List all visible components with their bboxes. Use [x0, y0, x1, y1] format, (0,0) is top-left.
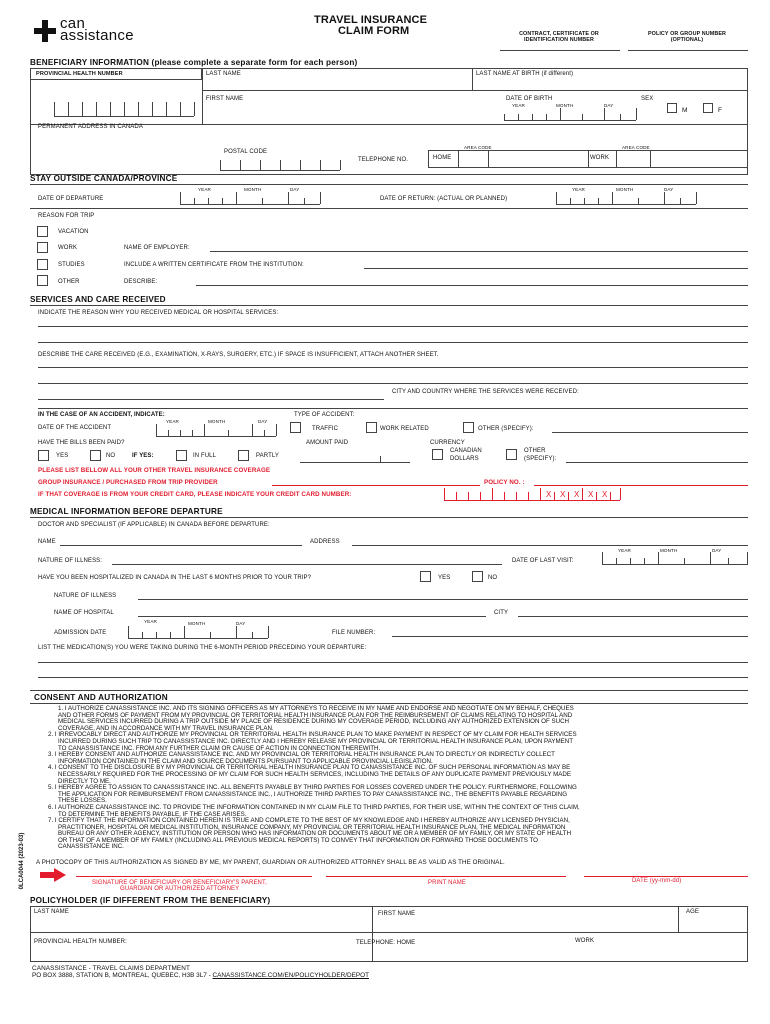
other-accident-checkbox[interactable] — [463, 422, 474, 433]
form-title-line1: TRAVEL INSURANCE — [314, 14, 428, 26]
care-input-line1[interactable] — [38, 367, 748, 368]
arrow-right-icon — [40, 868, 66, 882]
reason-trip-label: REASON FOR TRIP — [38, 213, 95, 219]
logo-cross-icon — [34, 20, 56, 42]
signature-date-input[interactable] — [584, 876, 748, 877]
logo-text-can: can — [60, 15, 86, 32]
describe-input[interactable] — [196, 285, 748, 286]
city-country-input[interactable] — [38, 399, 384, 400]
hospitalized-no-checkbox[interactable] — [472, 571, 483, 582]
departure-date-input[interactable] — [180, 192, 322, 204]
policy-number-label: POLICY OR GROUP NUMBER (OPTIONAL) — [647, 31, 727, 43]
employer-input[interactable] — [210, 251, 748, 252]
hospitalized-yes-checkbox[interactable] — [420, 571, 431, 582]
address-input[interactable] — [38, 132, 738, 144]
work-checkbox[interactable] — [37, 242, 48, 253]
policyholder-last-name-input[interactable] — [34, 916, 334, 930]
work-related-checkbox[interactable] — [366, 422, 377, 433]
admission-date-input[interactable] — [128, 626, 270, 638]
institution-input[interactable] — [364, 268, 748, 269]
last-name-label: LAST NAME — [206, 71, 241, 77]
policyholder-home-phone-input[interactable] — [440, 936, 570, 956]
file-number-input[interactable] — [392, 636, 748, 637]
signature-input[interactable] — [76, 876, 312, 877]
logo-text-assistance: assistance — [60, 27, 134, 44]
certificate-label: INCLUDE A WRITTEN CERTIFICATE FROM THE INSTITUTION: — [124, 262, 304, 268]
hospital-name-input[interactable] — [138, 616, 486, 617]
care-input-line2[interactable] — [38, 383, 748, 384]
policyholder-heading: POLICYHOLDER (IF DIFFERENT FROM THE BENEFICIARY) — [30, 896, 271, 905]
partly-checkbox[interactable] — [238, 450, 249, 461]
home-phone-input[interactable] — [428, 150, 592, 168]
form-code: 0LCA0044 (2023-03) — [19, 832, 25, 890]
upload-link[interactable]: CANASSISTANCE.COM/EN/POLICYHOLDER/DEPOT — [212, 972, 370, 979]
last-visit-input[interactable] — [602, 552, 748, 564]
medications-input-line2[interactable] — [38, 677, 748, 678]
hospital-city-input[interactable] — [518, 616, 748, 617]
stay-heading: STAY OUTSIDE CANADA/PROVINCE — [30, 174, 178, 183]
canadian-dollars-checkbox[interactable] — [432, 449, 443, 460]
services-heading: SERVICES AND CARE RECEIVED — [30, 295, 166, 304]
print-name-input[interactable] — [326, 876, 566, 877]
beneficiary-heading: BENEFICIARY INFORMATION (please complete a separate form for each person) — [30, 58, 358, 67]
last-name-birth-label: LAST NAME AT BIRTH (if different) — [476, 71, 574, 77]
return-date-input[interactable] — [556, 192, 698, 204]
doctor-address-input[interactable] — [352, 545, 748, 546]
credit-card-input[interactable]: X X X X X — [444, 488, 620, 500]
in-full-checkbox[interactable] — [176, 450, 187, 461]
sex-f-checkbox[interactable] — [703, 103, 713, 113]
first-name-input[interactable] — [206, 104, 496, 116]
nature-illness-input[interactable] — [138, 599, 748, 600]
policy-no-input[interactable] — [534, 485, 748, 486]
policyholder-work-phone-input[interactable] — [604, 936, 744, 956]
footer-department: CANASSISTANCE - TRAVEL CLAIMS DEPARTMENT — [32, 965, 190, 972]
telephone-label: TELEPHONE NO. — [358, 157, 408, 163]
other-accident-input[interactable] — [552, 432, 748, 433]
other-currency-input[interactable] — [566, 462, 748, 463]
amount-paid-input[interactable] — [300, 448, 410, 462]
consent-heading: CONSENT AND AUTHORIZATION — [34, 693, 168, 702]
bills-no-checkbox[interactable] — [90, 450, 101, 461]
return-label: DATE OF RETURN: (ACTUAL OR PLANNED) — [380, 196, 508, 202]
dob-input[interactable] — [504, 108, 636, 120]
reason-input-line2[interactable] — [38, 342, 748, 343]
postal-code-label: POSTAL CODE — [224, 149, 268, 155]
medical-heading: MEDICAL INFORMATION BEFORE DEPARTURE — [30, 507, 223, 516]
medications-input-line1[interactable] — [38, 662, 748, 663]
illness-input[interactable] — [112, 564, 502, 565]
work-phone-input[interactable] — [588, 150, 748, 168]
vacation-checkbox[interactable] — [37, 226, 48, 237]
describe-label: DESCRIBE: — [124, 279, 158, 285]
studies-checkbox[interactable] — [37, 259, 48, 270]
departure-label: DATE OF DEPARTURE — [38, 196, 104, 202]
photocopy-note: A PHOTOCOPY OF THIS AUTHORIZATION AS SIGNED BY ME, MY PARENT, GUARDIAN OR AUTHORIZED ATTORNEY SHALL BE AS VALID AS THE ORIGINAL. — [36, 859, 505, 866]
footer-address: PO BOX 3888, STATION B, MONTREAL, QUEBEC, H3B 3L7 - CANASSISTANCE.COM/EN/POLICYHOLDER/DEPOT — [32, 972, 370, 979]
first-name-label: FIRST NAME — [206, 96, 244, 102]
contract-number-label: CONTRACT, CERTIFICATE OR IDENTIFICATION NUMBER — [519, 31, 599, 43]
policyholder-health-input[interactable] — [160, 936, 366, 956]
provincial-health-input[interactable] — [40, 102, 198, 116]
doctor-name-input[interactable] — [60, 545, 302, 546]
other-checkbox[interactable] — [37, 275, 48, 286]
dob-label: DATE OF BIRTH — [506, 96, 553, 102]
reason-input-line1[interactable] — [38, 326, 748, 327]
sex-label: SEX — [641, 96, 654, 102]
accident-date-input[interactable] — [156, 424, 278, 436]
other-currency-checkbox[interactable] — [506, 449, 517, 460]
address-label: PERMANENT ADDRESS IN CANADA — [38, 124, 143, 130]
logo — [34, 15, 174, 44]
employer-label: NAME OF EMPLOYER: — [124, 245, 190, 251]
sex-m-checkbox[interactable] — [667, 103, 677, 113]
policyholder-first-name-input[interactable] — [378, 918, 668, 930]
form-title-line2: CLAIM FORM — [338, 25, 410, 37]
postal-code-input[interactable] — [220, 156, 344, 170]
traffic-checkbox[interactable] — [290, 422, 301, 433]
consent-text: 1. I AUTHORIZE CANASSISTANCE INC. AND ITS SIGNING OFFICERS AS MY ATTORNEYS TO RECEIVE IN MY NAME AND ENDORSE AND NEGOTIATE ON MY BEHALF, CHEQUES AND OTHER FORMS OF PAYMENT FROM MY PROVINCIAL OR TERRITORIAL HEALTH INSURANCE PLAN FOR THE REIMBURSEMENT OF CLAIMS RELATING TO HOSPITAL AND MEDICAL SERVICES INCURRED DURING A TRIP OUTSIDE MY PLACE OF RESIDENCE DURING MY COVERAGE PERIOD, INCLUDING ANY AUTHORIZED EXTENSION OF SUCH COVERAGE, AND IN ACCORDANCE WITH MY TRAVEL INSURANCE PLAN. 2. I IRREVOCABLY DIRECT AND AUTHORIZE MY PROVINCIAL OR TERRITORIAL HEALTH INSURANCE PLAN TO MAKE PAYMENT IN RESPECT OF MY CLAIM FOR HEALTH SERVICES INCURRED DURING SUCH TRIP TO CANASSISTANCE INC. DIRECTLY AND I HEREBY RELEASE MY PROVINCIAL OR TERRITORIAL HEALTH INSURANCE PLAN, UPON PAYMENT TO CANASSISTANCE INC. FROM ANY FURTHER CLAIM OR CAUSE OF ACTION IN CONNECTION THEREWITH. 3. I HEREBY CONSENT AND AUTHORIZE CANASSISTANCE INC. AND MY PROVINCIAL OR TERRITORIAL HEALTH INSURANCE PLAN TO DIRECTLY OR INDIRECTLY COLLECT INFORMATION CONTAINED IN THE CLAIM AND SOURCE DOCUMENTS PURSUANT TO APPLICABLE PROVINCIAL LEGISLATION. 4. I CONSENT TO THE DISCLOSURE BY MY PROVINCIAL OR TERRITORIAL HEALTH INSURANCE PLAN TO CANASSISTANCE INC. OF SUCH PERSONAL INFORMATION AS MAY BE NECESSARILY REQUIRED FOR THE PROCESSING OF MY CLAIM FOR SUCH HEALTH SERVICES, INCLUDING THE DETAILS OF ANY DUPLICATE PAYMENT PREVIOUSLY MADE DIRECTLY TO ME. 5. I HEREBY AGREE TO ASSIGN TO CANASSISTANCE INC. ALL BENEFITS PAYABLE BY THIRD PARTIES FOR LOSSES COVERED UNDER THE POLICY. FURTHERMORE, FOLLOWING THE APPLICATION FOR REIMBURSEMENT FROM CANASSISTANCE INC., I AUTHORIZE THIRD PARTIES TO PAY CANASSISTANCE INC., THE BENEFITS PAYABLE REGARDING THESE LOSSES. 6. I AUTHORIZE CANASSISTANCE INC. TO PROVIDE THE INFORMATION CONTAINED IN MY CLAIM FILE TO THIRD PARTIES, FOR THEIR USE, WITHIN THE CONTEXT OF THIS CLAIM, TO DETERMINE THE BENEFITS PAYABLE, IF THE CASE ARISES. 7. I CERTIFY THAT THE INFORMATION CONTAINED HEREIN IS TRUE AND COMPLETE TO THE BEST OF MY KNOWLEDGE AND I HEREBY AUTHORIZE ANY LICENSED PHYSICIAN, PRACTITIONER, HOSPITAL OR MEDICAL INSTITUTION, INSURANCE COMPANY, MY PROVINCIAL OR TERRITORIAL HEALTH INSURANCE PLAN, THE MEDICAL INFORMATION BUREAU OR ANY OTHER AGENCY, INSTITUTION OR PERSON WHO HAS INFORMATION OR DOCUMENTS ABOUT ME OR A MEMBER OF MY FAMILY, OR MY STATE OF HEALTH OR THAT OF A MEMBER OF MY FAMILY (INCLUDING ALL PREVIOUS MEDICAL REPORTS) TO CONVEY THAT INFORMATION OR FORWARD THOSE DOCUMENTS TO CANASSISTANCE INC. — [48, 705, 580, 851]
bills-yes-checkbox[interactable] — [38, 450, 49, 461]
provincial-health-label: PROVINCIAL HEALTH NUMBER — [36, 71, 123, 77]
